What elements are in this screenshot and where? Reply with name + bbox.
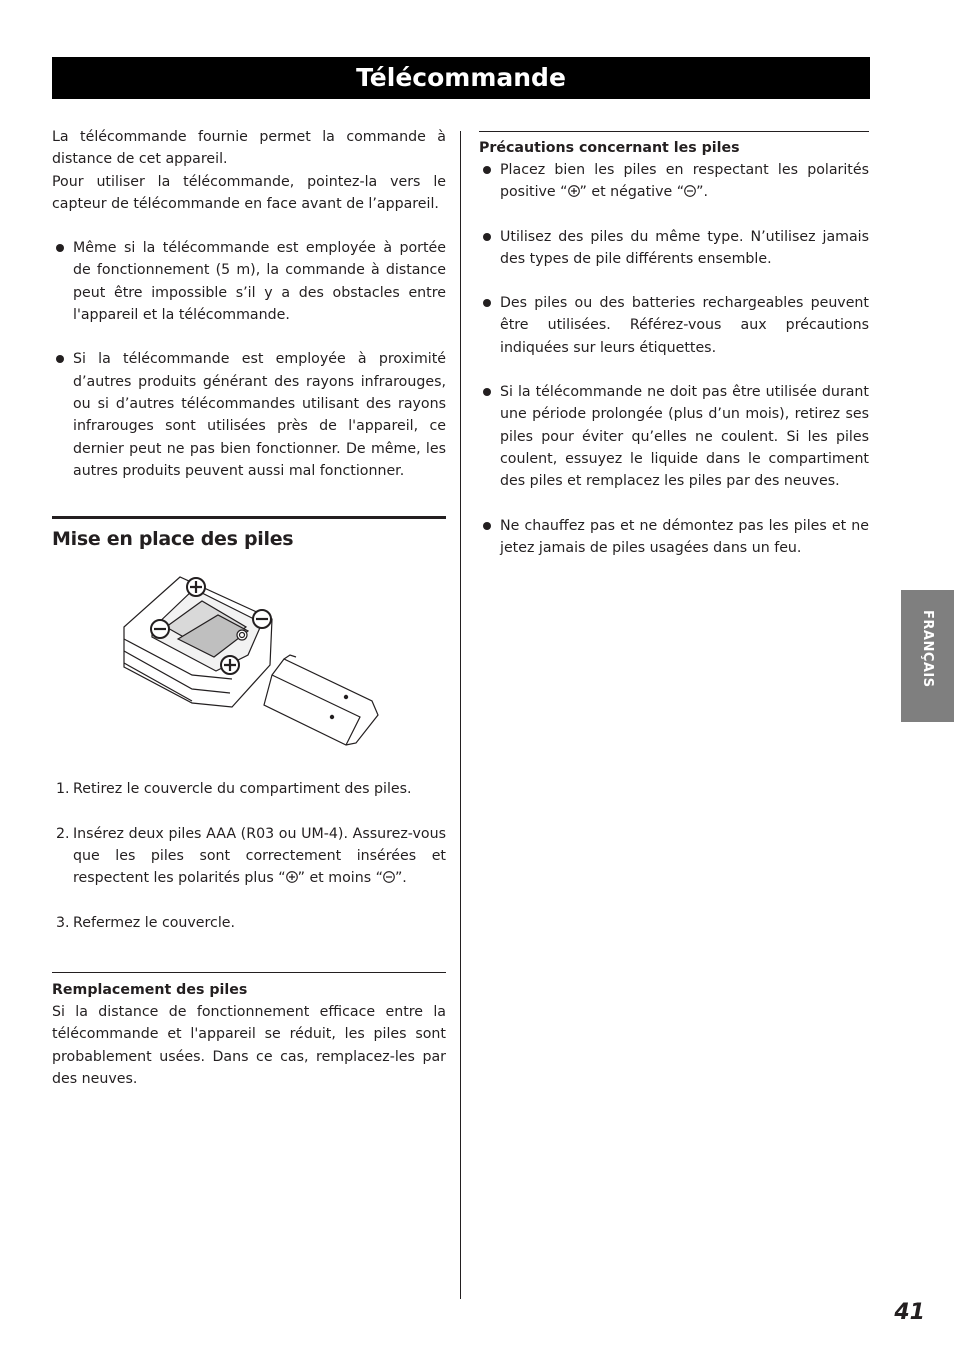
intro-paragraph-2: Pour utiliser la télécommande, pointez-la vers le capteur de télécommande en face avant de l’appareil. xyxy=(52,173,446,212)
battery-illustration xyxy=(122,567,446,760)
install-step-2: 2. Insérez deux piles AAA (R03 ou UM-4). Assurez-vous que les piles sont correctement insérées et respectent les polarités plus “ ” et moins “ ”. xyxy=(56,825,446,887)
install-step-1: 1. Retirez le couvercle du compartiment des piles. xyxy=(56,781,412,798)
bullet-icon xyxy=(483,166,491,174)
section-rule xyxy=(52,516,446,519)
install-steps xyxy=(52,778,446,933)
left-bullet-1: Même si la télécommande est employée à portée de fonctionnement (5 m), la commande à distance peut être impossible s’il y a des obstacles entre l'appareil et la télécommande. xyxy=(52,237,446,326)
bullet-icon xyxy=(483,388,491,396)
precaution-bullet-2: Utilisez des piles du même type. N’utilisez jamais des types de pile différents ensemble. xyxy=(479,226,869,271)
language-tab-label: FRANÇAIS xyxy=(920,610,935,688)
minus-polarity-icon xyxy=(383,871,395,883)
precaution-bullet-5: Ne chauffez pas et ne démontez pas les piles et ne jetez jamais de piles usagées dans un feu. xyxy=(479,515,869,560)
bullet-icon xyxy=(483,522,491,530)
precautions-rule xyxy=(479,131,869,132)
title-bar xyxy=(52,57,870,99)
replace-text: Si la distance de fonctionnement efficace entre la télécommande et l'appareil se réduit, les piles sont probablement usées. Dans ce cas, remplacez-les par des neuves. xyxy=(52,1003,446,1087)
replace-heading: Remplacement des piles xyxy=(52,981,248,998)
column-divider xyxy=(460,131,461,1299)
precaution-bullet-4: Si la télécommande ne doit pas être utilisée durant une période prolongée (plus d’un mois), retirez ses piles pour éviter qu’elles ne coulent. Si les piles coulent, essuyez le liquide dans le compartiment des piles et remplacez les piles par des neuves. xyxy=(479,381,869,492)
intro-paragraph-1: La télécommande fournie permet la commande à distance de cet appareil. xyxy=(52,129,446,168)
bullet-icon xyxy=(483,299,491,307)
plus-polarity-icon xyxy=(286,871,298,883)
bullet-icon xyxy=(483,233,491,241)
precautions-heading: Précautions concernant les piles xyxy=(479,140,740,156)
bullet-icon xyxy=(56,355,64,363)
page-number: 41 xyxy=(894,1300,925,1325)
language-tab xyxy=(901,590,954,722)
install-step-3: 3. Refermez le couvercle. xyxy=(56,914,236,931)
left-bullet-2: Si la télécommande est employée à proximité d’autres produits générant des rayons infrarouges, ou si d’autres télécommandes utilisant des rayons infrarouges sont utilisées près de l'appareil, ce dernier peut ne pas bien fonctionner. De même, les autres produits peuvent aussi mal fonctionner. xyxy=(52,348,446,482)
remote-battery-drawing xyxy=(122,567,392,753)
left-column xyxy=(52,126,446,1090)
bullet-icon xyxy=(56,244,64,252)
plus-polarity-icon xyxy=(568,185,580,197)
page-title: Télécommande xyxy=(356,63,566,92)
install-heading: Mise en place des piles xyxy=(52,528,294,551)
minus-polarity-icon xyxy=(684,185,696,197)
replace-rule xyxy=(52,972,446,973)
precaution-bullet-1: Placez bien les piles en respectant les polarités positive “ ” et négative “ ”. xyxy=(479,159,869,204)
precaution-bullet-3: Des piles ou des batteries rechargeables peuvent être utilisées. Référez-vous aux précautions indiquées sur leurs étiquettes. xyxy=(479,292,869,359)
right-column xyxy=(479,131,869,559)
